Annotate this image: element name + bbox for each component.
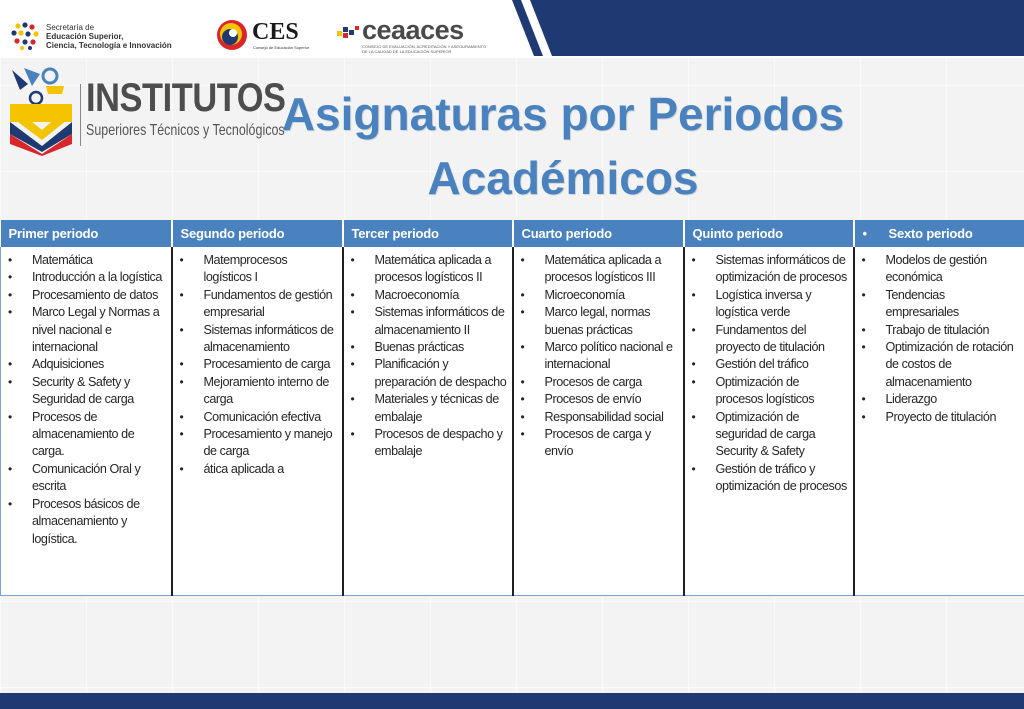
senescyt-line-2: Educación Superior,: [46, 32, 124, 41]
subject-item: • Procesos de carga: [520, 374, 679, 391]
subject-item: • Procesos de carga y envío: [520, 426, 679, 461]
subject-item: • Marco Legal y Normas a nivel nacional e internacional: [7, 304, 167, 356]
subject-item: • Planificación y preparación de despacho: [350, 356, 508, 391]
period-cell: [684, 247, 854, 595]
subject-item: • Materiales y técnicas de embalaje: [350, 391, 508, 426]
ceaaces-dots-icon: [336, 24, 360, 40]
column-header-label: Quinto periodo: [692, 226, 783, 241]
subject-item: • Matemática aplicada a procesos logísticos II: [350, 252, 508, 287]
subject-list: [691, 252, 849, 496]
table-row: [1, 247, 1024, 595]
subject-item: • Comunicación efectiva: [179, 409, 338, 426]
subject-item: • Procesos de envío: [520, 391, 679, 408]
subject-item: • Procesos de despacho y embalaje: [350, 426, 508, 461]
ceaaces-logo: [336, 16, 492, 56]
subject-item: • Tendencias empresariales: [861, 287, 1021, 322]
subject-item: • Proyecto de titulación: [861, 409, 1021, 426]
senescyt-logo: [10, 16, 178, 56]
ces-emblem-icon: [214, 18, 250, 52]
subject-item: • Gestión de tráfico y optimización de procesos: [691, 461, 849, 496]
period-cell: [172, 247, 343, 595]
subject-item: • Procesamiento de carga: [179, 356, 338, 373]
subject-item: • Trabajo de titulación: [861, 322, 1021, 339]
institutos-emblem-icon: [6, 64, 76, 156]
subject-item: • Sistemas informáticos de almacenamiento II: [350, 304, 508, 339]
subject-item: • Sistemas informáticos de almacenamiento: [179, 322, 338, 357]
column-header-label: Cuarto periodo: [521, 226, 612, 241]
column-header-label: Sexto periodo: [888, 226, 973, 241]
subject-list: [179, 252, 338, 478]
subject-list: [861, 252, 1021, 426]
senescyt-text: [46, 23, 186, 50]
subject-item: • Adquisiciones: [7, 356, 167, 373]
subject-list: [520, 252, 679, 461]
ces-wordmark: CES: [252, 19, 299, 45]
subject-item: • Liderazgo: [861, 391, 1021, 408]
senescyt-line-3: Ciencia, Tecnología e Innovación: [46, 41, 172, 50]
column-header-label: Primer periodo: [8, 226, 99, 241]
subject-item: • Marco legal, normas buenas prácticas: [520, 304, 679, 339]
senescyt-line-1: Secretaría de: [46, 23, 95, 32]
subject-item: • Procesos básicos de almacenamiento y logística.: [7, 496, 167, 548]
subject-item: • Fundamentos de gestión empresarial: [179, 287, 338, 322]
column-header-label: Segundo periodo: [180, 226, 285, 241]
subject-list: [7, 252, 167, 548]
period-cell: [1, 247, 172, 595]
subject-item: • Introducción a la logística: [7, 269, 167, 286]
column-header: [172, 220, 343, 247]
senescyt-dots-icon: [10, 22, 42, 50]
column-header: [513, 220, 684, 247]
institutos-subtitle: Superiores Técnicos y Tecnológicos: [86, 122, 285, 139]
subject-item: • Marco político nacional e internacional: [520, 339, 679, 374]
period-cell: [343, 247, 513, 595]
ces-logo: [214, 18, 314, 54]
ceaaces-subtitle: CONSEJO DE EVALUACIÓN, ACREDITACIÓN Y ASEGURAMIENTO DE LA CALIDAD DE LA EDUCACIÓN SUPERIOR: [362, 44, 487, 54]
subject-item: • Logística inversa y logística verde: [691, 287, 849, 322]
subject-list: [350, 252, 508, 461]
column-header: [343, 220, 513, 247]
institutos-logo: [6, 64, 286, 156]
column-header: [1, 220, 172, 247]
subject-item: • Fundamentos del proyecto de titulación: [691, 322, 849, 357]
subject-item: • Buenas prácticas: [350, 339, 508, 356]
period-cell: [854, 247, 1024, 595]
institutos-divider: [80, 84, 81, 146]
subject-item: • Sistemas informáticos de optimización de procesos: [691, 252, 849, 287]
header-corner-band: [512, 0, 1024, 56]
subject-item: • Matemprocesos logísticos I: [179, 252, 338, 287]
subject-item: • Modelos de gestión económica: [861, 252, 1021, 287]
column-header: [854, 220, 1024, 247]
page-title: Asignaturas por Periodos Académicos: [281, 88, 845, 204]
period-cell: [513, 247, 684, 595]
subject-item: • Procesamiento de datos: [7, 287, 167, 304]
column-header-label: Tercer periodo: [351, 226, 439, 241]
institutos-wordmark: INSTITUTOS: [86, 76, 286, 120]
periods-table: [0, 220, 1024, 596]
subject-item: • Mejoramiento interno de carga: [179, 374, 338, 409]
subject-item: • Security & Safety y Seguridad de carga: [7, 374, 167, 409]
subject-item: • Matemática aplicada a procesos logísticos III: [520, 252, 679, 287]
subject-item: • Responsabilidad social: [520, 409, 679, 426]
subject-item: • Procesamiento y manejo de carga: [179, 426, 338, 461]
header-bullet-icon: •: [862, 226, 867, 241]
subject-item: • Optimización de procesos logísticos: [691, 374, 849, 409]
subject-item: • Microeconomía: [520, 287, 679, 304]
subject-item: • Optimización de rotación de costos de almacenamiento: [861, 339, 1021, 391]
footer-band: [0, 693, 1024, 709]
column-header: [684, 220, 854, 247]
subject-item: • Procesos de almacenamiento de carga.: [7, 409, 167, 461]
subject-item: • Matemática: [7, 252, 167, 269]
ceaaces-wordmark: ceaaces: [362, 15, 464, 45]
subject-item: • Macroeconomía: [350, 287, 508, 304]
ces-subtitle: Consejo de Educación Superior: [253, 45, 310, 50]
table-header-row: [1, 220, 1024, 247]
subject-item: • Gestión del tráfico: [691, 356, 849, 373]
subject-item: • Optimización de seguridad de carga Security & Safety: [691, 409, 849, 461]
subject-item: • Comunicación Oral y escrita: [7, 461, 167, 496]
subject-item: • ática aplicada a: [179, 461, 338, 478]
